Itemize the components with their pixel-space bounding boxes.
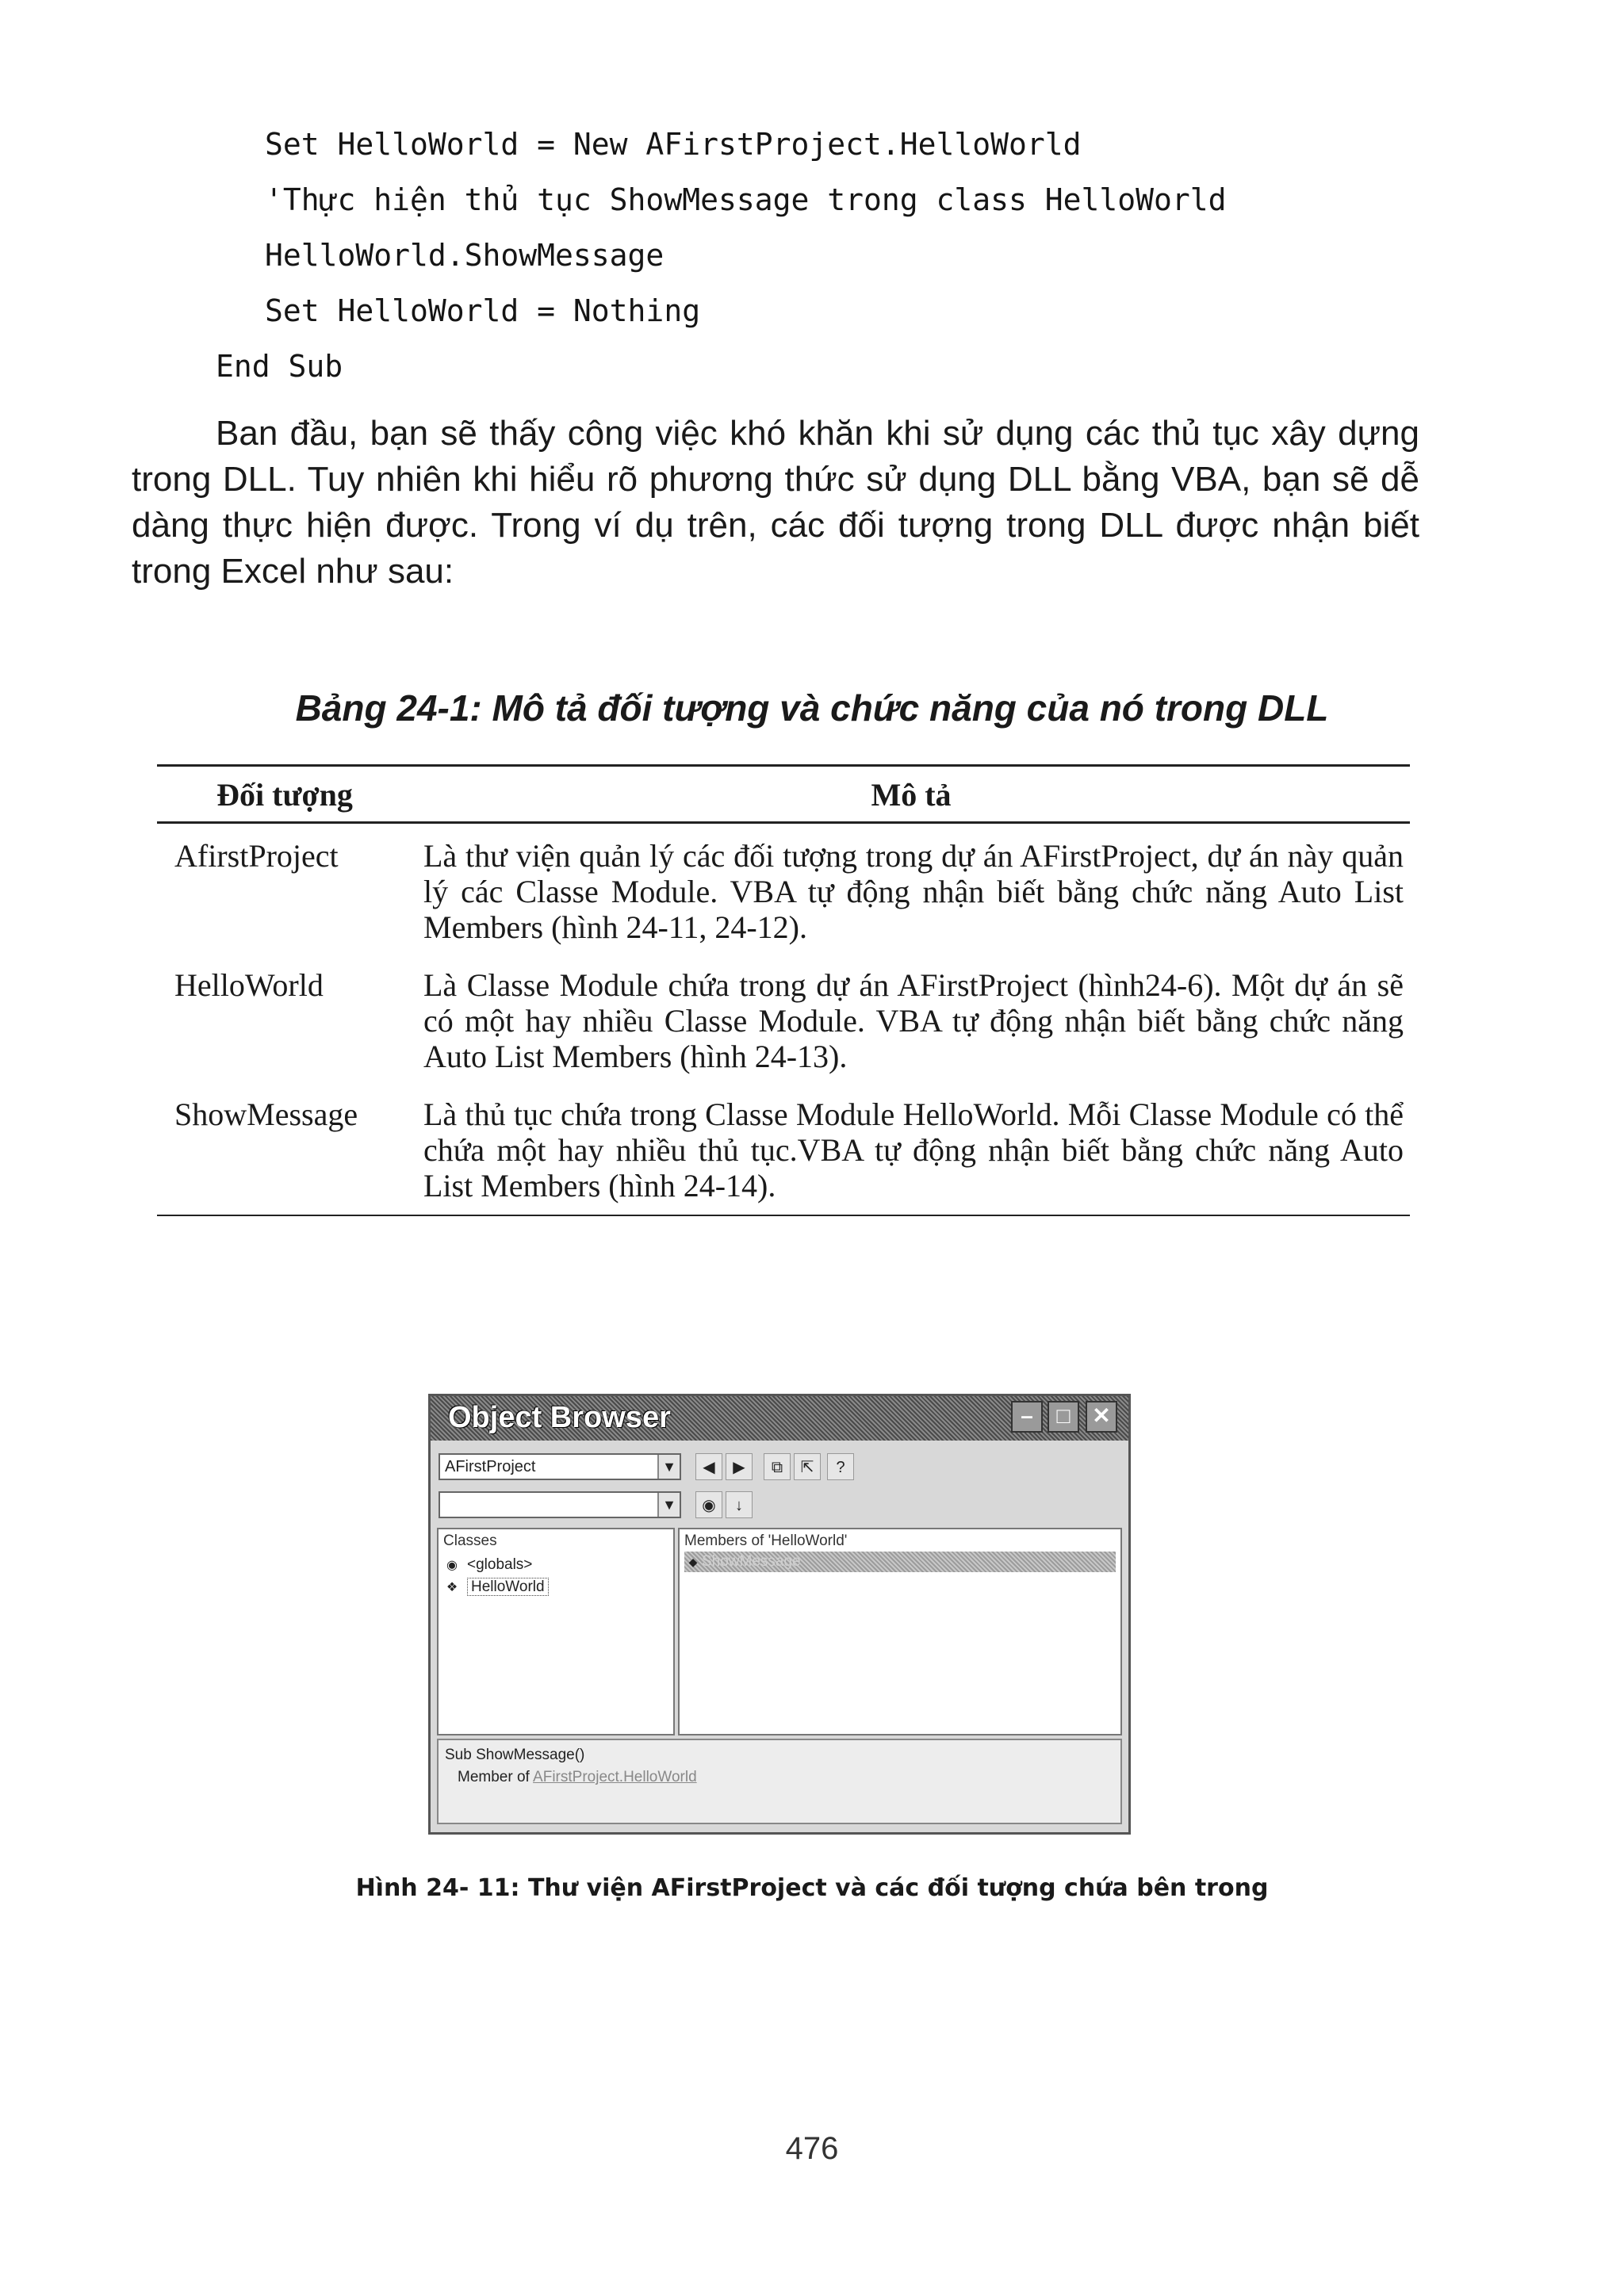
copy-icon[interactable]: ⧉ <box>764 1453 791 1480</box>
figure-caption: Hình 24- 11: Thư viện AFirstProject và các đối tượng chứa bên trong <box>355 1874 1269 1902</box>
object-browser-window <box>428 1394 1131 1835</box>
cell-object: ShowMessage <box>157 1082 412 1215</box>
description-table <box>157 764 1410 1216</box>
member-of-link[interactable]: AFirstProject.HelloWorld <box>533 1769 697 1785</box>
code-line-4: Set HelloWorld = Nothing <box>265 293 701 328</box>
details-member-of <box>458 1769 697 1786</box>
class-item-helloworld[interactable] <box>443 1577 549 1598</box>
code-line-5: End Sub <box>216 349 343 384</box>
paragraph-text: Ban đầu, bạn sẽ thấy công việc khó khăn khi sử dụng các thủ tục xây dựng trong DLL. Tuy nhiên khi hiểu rõ phương thức sử dụng DLL bằng VBA, bạn sẽ dễ dàng thực hiện được. Trong ví dụ trên, các đối tượng trong DLL được nhận biết trong Excel như sau: <box>132 414 1419 591</box>
cell-object: HelloWorld <box>174 967 324 1003</box>
back-icon[interactable]: ◀ <box>695 1453 722 1480</box>
page-number: 476 <box>785 2131 839 2166</box>
code-line-1: Set HelloWorld = New AFirstProject.HelloWorld <box>265 127 1082 162</box>
member-of-label: Member of <box>458 1769 534 1785</box>
table-header-row <box>157 766 1410 823</box>
classes-pane <box>437 1528 675 1735</box>
forward-icon[interactable]: ▶ <box>726 1453 753 1480</box>
title-bar[interactable] <box>431 1396 1128 1441</box>
close-icon[interactable]: ✕ <box>1086 1401 1117 1433</box>
header-description: Mô tả <box>412 766 1410 823</box>
help-icon[interactable]: ? <box>827 1453 854 1480</box>
maximize-icon[interactable]: □ <box>1048 1401 1079 1433</box>
library-value: AFirstProject <box>445 1458 536 1475</box>
cell-description: Là thủ tục chứa trong Classe Module HelloWorld. Mỗi Classe Module có thể chứa một hay nhiều thủ tục.VBA tự động nhận biết bằng chức năng Auto List Members (hình 24-14). <box>412 1082 1410 1215</box>
table-row <box>157 953 1410 1082</box>
cell-description: Là Classe Module chứa trong dự án AFirstProject (hình24-6). Một dự án sẽ có một hay nhiều Classe Module. VBA tự động nhận biết bằng chức năng Auto List Members (hình 24-13). <box>423 967 1404 1074</box>
class-label: HelloWorld <box>467 1578 549 1596</box>
code-line-3: HelloWorld.ShowMessage <box>265 238 665 273</box>
library-dropdown[interactable] <box>439 1453 681 1480</box>
chevron-down-icon[interactable]: ▼ <box>657 1455 680 1479</box>
table-row <box>157 1082 1410 1215</box>
members-header: Members of 'HelloWorld' <box>684 1533 848 1549</box>
view-definition-icon[interactable]: ⇱ <box>794 1453 821 1480</box>
member-item-showmessage[interactable] <box>684 1552 1116 1572</box>
table-row <box>157 823 1410 954</box>
class-item-globals[interactable] <box>443 1555 532 1575</box>
header-object: Đối tượng <box>157 766 412 823</box>
details-signature: Sub ShowMessage() <box>445 1747 585 1763</box>
chevron-toggle-icon[interactable]: ↓ <box>726 1491 753 1518</box>
body-paragraph <box>132 411 1419 595</box>
table-caption: Bảng 24-1: Mô tả đối tượng và chức năng của nó trong DLL <box>295 687 1329 729</box>
globals-icon: ◉ <box>446 1559 458 1572</box>
class-module-icon: ❖ <box>446 1581 458 1594</box>
members-pane <box>678 1528 1122 1735</box>
member-label: ShowMessage <box>702 1553 801 1570</box>
class-label: <globals> <box>467 1556 533 1573</box>
minimize-icon[interactable]: – <box>1011 1401 1043 1433</box>
details-pane <box>437 1739 1122 1824</box>
cell-object: AfirstProject <box>174 838 339 874</box>
code-line-2: 'Thực hiện thủ tục ShowMessage trong class HelloWorld <box>265 182 1227 217</box>
classes-header: Classes <box>443 1533 497 1549</box>
cell-description: Là thư viện quản lý các đối tượng trong dự án AFirstProject, dự án này quản lý các Classe Module. VBA tự động nhận biết bằng chức năng Auto List Members (hình 24-11, 24-12). <box>423 838 1404 945</box>
window-title: Object Browser <box>448 1401 671 1434</box>
method-icon: ◆ <box>688 1556 698 1568</box>
chevron-down-icon[interactable]: ▼ <box>657 1493 680 1517</box>
binoculars-icon[interactable]: ◉ <box>695 1491 722 1518</box>
search-combo[interactable] <box>439 1491 681 1518</box>
